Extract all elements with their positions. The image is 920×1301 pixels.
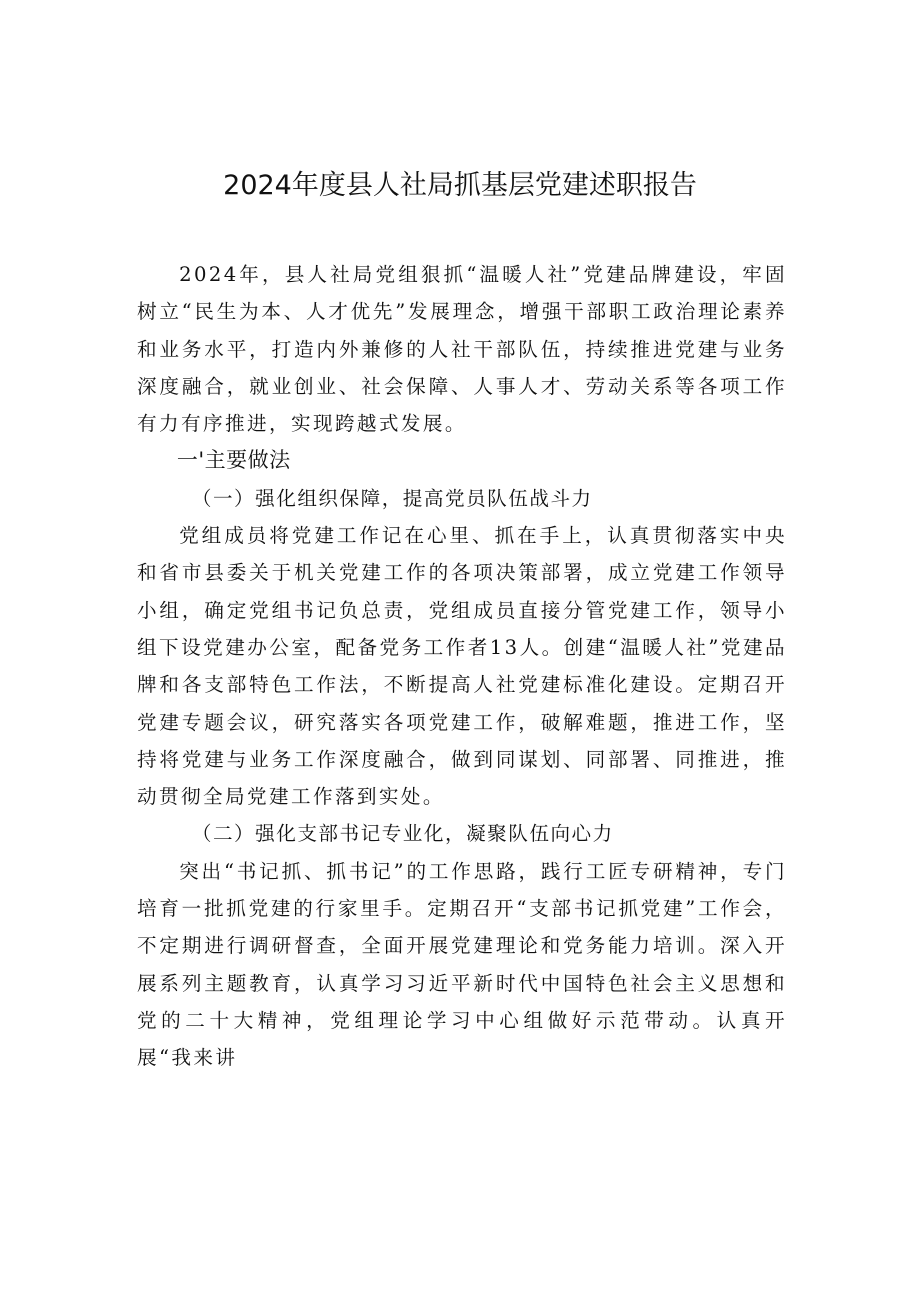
document-body <box>137 256 787 1077</box>
intro-paragraph: 2024年，县人社局党组狠抓“温暖人社”党建品牌建设，牢固树立“民生为本、人才优先”发展理念，增强干部职工政治理论素养和业务水平，打造内外兼修的人社干部队伍，持续推进党建与业务深度融合，就业创业、社会保障、人事人才、劳动关系等各项工作有力有序推进，实现跨越式发展。 <box>137 263 787 436</box>
document-title: 2024年度县人社局抓基层党建述职报告 <box>223 170 697 201</box>
section-heading-main-practices: 一'主要做法 <box>176 448 291 473</box>
body-paragraph-2: 突出“书记抓、抓书记”的工作思路，践行工匠专研精神，专门培育一批抓党建的行家里手。定期召开“支部书记抓党建”工作会，不定期进行调研督查，全面开展党建理论和党务能力培训。深入开展系列主题教育，认真学习习近平新时代中国特色社会主义思想和党的二十大精神，党组理论学习中心组做好示范带动。认真开展“我来讲 <box>137 859 787 1070</box>
body-paragraph-1: 党组成员将党建工作记在心里、抓在手上，认真贯彻落实中央和省市县委关于机关党建工作的各项决策部署，成立党建工作领导小组，确定党组书记负总责，党组成员直接分管党建工作，领导小组下设党建办公室，配备党务工作者13人。创建“温暖人社”党建品牌和各支部特色工作法，不断提高人社党建标准化建设。定期召开党建专题会议，研究落实各项党建工作，破解难题，推进工作，坚持将党建与业务工作深度融合，做到同谋划、同部署、同推进，推动贯彻全局党建工作落到实处。 <box>137 524 787 809</box>
subsection-heading-1: （一）强化组织保障，提高党员队伍战斗力 <box>191 486 593 510</box>
subsection-heading-2: （二）强化支部书记专业化，凝聚队伍向心力 <box>191 822 614 846</box>
